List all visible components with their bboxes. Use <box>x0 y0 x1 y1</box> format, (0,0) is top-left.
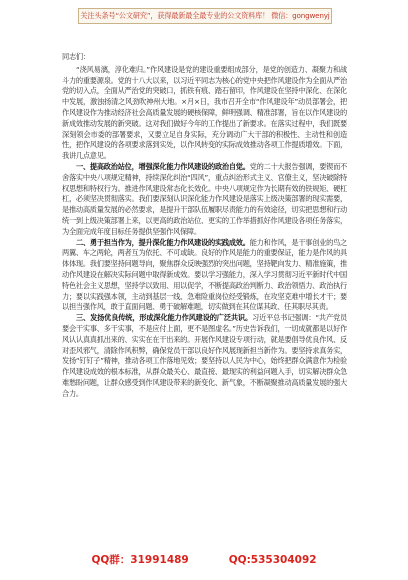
paragraph-intro <box>62 65 347 162</box>
paragraph-text: 习近平总书记强调：“共产党员要会干实事、多干实事，不是应付上面，更不是图虚名。”历史告诉我们，一切成就都是以好作风认认真真抓出来的、实实在在干出来的。开展作风建设专项行动，就是要倡导优良作风、反对歪风邪气，清除作风积弊，确保党员干部以良好作风展现新担当新作为。要坚持求真务实，发扬“钉钉子”精神，推动各项工作落地见效；要坚持以人民为中心，始终把群众满意作为检验作风建设成效的根本标准，从群众最关心、最直接、最现实的利益问题入手，切实解决群众急难愁盼问题，让群众感受到作风建设带来的新变化、新气象，不断凝聚推动高质量发展的强大合力。 <box>62 313 347 398</box>
section-heading: 一、提高政治站位，增强深化能力作风建设的政治自觉。 <box>76 161 250 171</box>
footer-contact <box>0 552 408 568</box>
section-heading: 三、发扬优良传统，形成深化能力作风建设的广泛共识。 <box>76 313 252 323</box>
section-heading: 二、勇于担当作为，提升深化能力作风建设的实践成效。 <box>76 237 250 247</box>
qq-number: QQ:535304092 <box>228 554 317 566</box>
paragraph-text: 党的二十大报告强调，要锲而不舍落实中央八项规定精神，持续深化纠治“四风”，重点纠治形式主义、官僚主义，坚决破除特权思想和特权行为。推进作风建设常态化长效化。中央八项规定作为长期有效的铁规矩、硬杠杠，必须坚决贯彻落实。我们要深刻认识深化能力作风建设是落实上级决策部署的现实需要，是推动高质量发展的必然要求，是提升干部队伍履职尽责能力的有效途径，切实把思想和行动统一到上级决策部署上来，以更高的政治站位、更实的工作举措抓好作风建设各项任务落实，为全面完成年度目标任务提供坚强作风保障。 <box>62 161 347 236</box>
document-body <box>62 52 347 400</box>
salutation: 同志们： <box>62 52 90 61</box>
qq-group-number: QQ群：31991489 <box>91 554 189 566</box>
paragraph-text: 能力和作风，是干事创业的鸟之两翼、车之两轮，两者互为依托、不可或缺。良好的作风是能力的重要保证，能力是作风的具体体现。我们要坚持问题导向，聚焦群众反映强烈的突出问题，坚持靶向发力、精准施策，推动作风建设在解决实际问题中取得新成效。要以学习强能力，深入学习贯彻习近平新时代中国特色社会主义思想，坚持学以致用、用以促学，不断提高政治判断力、政治领悟力、政治执行力；要以实践强本领，主动到基层一线、急难险重岗位经受锻炼，在攻坚克难中增长才干；要以担当强作风，敢于直面问题、勇于破解难题，切实做到在其位谋其政、任其职尽其责。 <box>62 237 347 312</box>
section-three <box>62 313 347 399</box>
top-banner: 关注头条号“公文研究”，获得最新最全最专业的公文资料库！ 微信：gongwenyj <box>78 8 332 24</box>
section-one <box>62 162 347 238</box>
section-two <box>62 238 347 314</box>
paragraph-text: “浇风易漓，淳化难归。”作风建设是党的建设重要组成部分，是党的创造力、凝聚力和战斗力的重要源泉。党的十八大以来，以习近平同志为核心的党中央把作风建设作为全面从严治党的切入点，全面从严治党的突破口，抓铁有痕、踏石留印，作风建设在坚持中深化、在深化中发展，激浊扬清之风劲吹神州大地。×月×日，我市召开全市“作风建设年”动员部署会，把作风建设作为推动经济社会高质量发展的硬核保障，鲜明强调、精准部署，旨在以作风建设的新成效推动发展的新突破。这对我们做好今年的工作提出了新要求。在落实过程中，我们既要深刻领会市委的部署要求，又要立足自身实际，充分调动广大干部的积极性、主动性和创造性，把作风建设的各项要求落到实处，以作风转变的实际成效推动各项工作提质增效。下面，我讲几点意见。 <box>62 64 347 161</box>
